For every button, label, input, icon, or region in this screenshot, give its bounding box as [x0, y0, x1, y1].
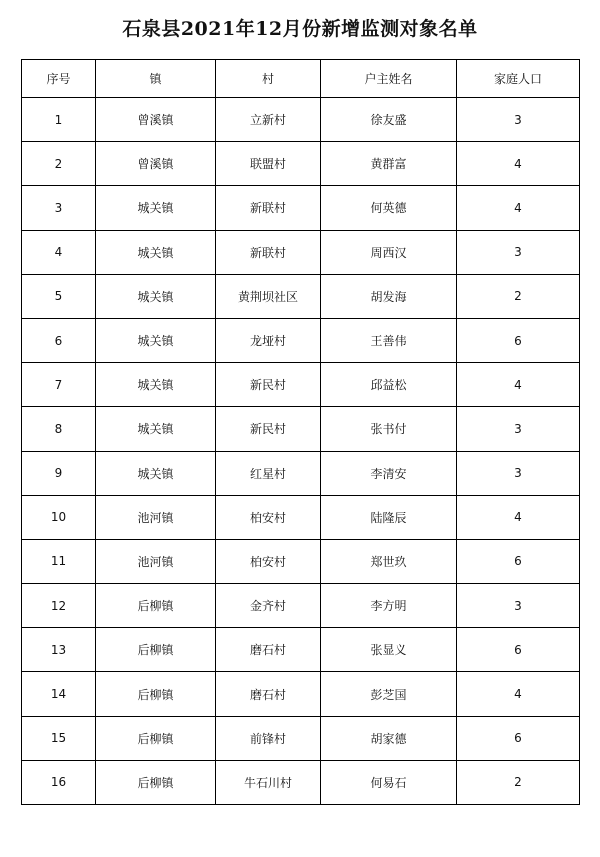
page-title: 石泉县2021年12月份新增监测对象名单 [122, 18, 478, 40]
cell-village: 柏安村 [216, 539, 321, 583]
cell-household-head: 郑世玖 [321, 539, 457, 583]
table-row [22, 407, 580, 451]
header-village: 村 [216, 60, 321, 98]
cell-household-head: 胡家德 [321, 716, 457, 760]
cell-serial-number: 2 [22, 142, 96, 186]
cell-town: 后柳镇 [96, 672, 216, 716]
cell-town: 曾溪镇 [96, 142, 216, 186]
cell-family-size: 4 [457, 363, 580, 407]
cell-village: 龙垭村 [216, 318, 321, 362]
table-row [22, 584, 580, 628]
cell-family-size: 4 [457, 142, 580, 186]
table-row [22, 98, 580, 142]
table-row [22, 142, 580, 186]
cell-family-size: 6 [457, 539, 580, 583]
cell-household-head: 邱益松 [321, 363, 457, 407]
cell-village: 红星村 [216, 451, 321, 495]
cell-family-size: 4 [457, 495, 580, 539]
cell-village: 磨石村 [216, 672, 321, 716]
table-row [22, 230, 580, 274]
cell-town: 城关镇 [96, 451, 216, 495]
cell-village: 新联村 [216, 230, 321, 274]
cell-family-size: 2 [457, 274, 580, 318]
table-row [22, 539, 580, 583]
cell-town: 池河镇 [96, 539, 216, 583]
table-row [22, 318, 580, 362]
table-row [22, 716, 580, 760]
cell-town: 城关镇 [96, 407, 216, 451]
cell-serial-number: 14 [22, 672, 96, 716]
header-family-size: 家庭人口 [457, 60, 580, 98]
cell-household-head: 张显义 [321, 628, 457, 672]
cell-family-size: 3 [457, 584, 580, 628]
header-town: 镇 [96, 60, 216, 98]
cell-town: 后柳镇 [96, 628, 216, 672]
table-row [22, 672, 580, 716]
table-header-row [22, 60, 580, 98]
cell-serial-number: 16 [22, 760, 96, 804]
cell-family-size: 3 [457, 230, 580, 274]
cell-family-size: 2 [457, 760, 580, 804]
cell-household-head: 胡发海 [321, 274, 457, 318]
cell-household-head: 王善伟 [321, 318, 457, 362]
cell-town: 后柳镇 [96, 584, 216, 628]
table-row [22, 495, 580, 539]
table-body [22, 98, 580, 805]
cell-town: 城关镇 [96, 363, 216, 407]
cell-serial-number: 8 [22, 407, 96, 451]
cell-household-head: 徐友盛 [321, 98, 457, 142]
cell-town: 曾溪镇 [96, 98, 216, 142]
cell-village: 立新村 [216, 98, 321, 142]
cell-town: 后柳镇 [96, 716, 216, 760]
table-row [22, 186, 580, 230]
cell-town: 城关镇 [96, 318, 216, 362]
header-serial-number: 序号 [22, 60, 96, 98]
cell-serial-number: 5 [22, 274, 96, 318]
cell-serial-number: 11 [22, 539, 96, 583]
cell-town: 城关镇 [96, 230, 216, 274]
cell-village: 新民村 [216, 363, 321, 407]
table-row [22, 451, 580, 495]
cell-family-size: 6 [457, 318, 580, 362]
cell-household-head: 李清安 [321, 451, 457, 495]
cell-household-head: 何英德 [321, 186, 457, 230]
cell-family-size: 4 [457, 186, 580, 230]
cell-village: 金齐村 [216, 584, 321, 628]
cell-household-head: 陆隆辰 [321, 495, 457, 539]
cell-village: 新联村 [216, 186, 321, 230]
cell-household-head: 李方明 [321, 584, 457, 628]
table-row [22, 628, 580, 672]
cell-household-head: 彭芝国 [321, 672, 457, 716]
cell-town: 城关镇 [96, 274, 216, 318]
cell-serial-number: 10 [22, 495, 96, 539]
cell-village: 黄荆坝社区 [216, 274, 321, 318]
cell-household-head: 黄群富 [321, 142, 457, 186]
cell-serial-number: 15 [22, 716, 96, 760]
cell-serial-number: 6 [22, 318, 96, 362]
cell-household-head: 周西汉 [321, 230, 457, 274]
cell-family-size: 3 [457, 407, 580, 451]
cell-village: 牛石川村 [216, 760, 321, 804]
cell-serial-number: 13 [22, 628, 96, 672]
cell-family-size: 6 [457, 628, 580, 672]
header-household-head: 户主姓名 [321, 60, 457, 98]
table-row [22, 760, 580, 804]
cell-family-size: 3 [457, 451, 580, 495]
cell-household-head: 张书付 [321, 407, 457, 451]
cell-serial-number: 3 [22, 186, 96, 230]
cell-town: 后柳镇 [96, 760, 216, 804]
cell-town: 池河镇 [96, 495, 216, 539]
table-row [22, 363, 580, 407]
cell-household-head: 何易石 [321, 760, 457, 804]
monitoring-roster-table [21, 59, 580, 805]
cell-serial-number: 7 [22, 363, 96, 407]
cell-serial-number: 9 [22, 451, 96, 495]
cell-village: 新民村 [216, 407, 321, 451]
cell-serial-number: 12 [22, 584, 96, 628]
cell-village: 联盟村 [216, 142, 321, 186]
cell-family-size: 3 [457, 98, 580, 142]
cell-serial-number: 1 [22, 98, 96, 142]
cell-serial-number: 4 [22, 230, 96, 274]
cell-family-size: 4 [457, 672, 580, 716]
cell-village: 柏安村 [216, 495, 321, 539]
cell-town: 城关镇 [96, 186, 216, 230]
table-row [22, 274, 580, 318]
cell-family-size: 6 [457, 716, 580, 760]
cell-village: 前锋村 [216, 716, 321, 760]
cell-village: 磨石村 [216, 628, 321, 672]
